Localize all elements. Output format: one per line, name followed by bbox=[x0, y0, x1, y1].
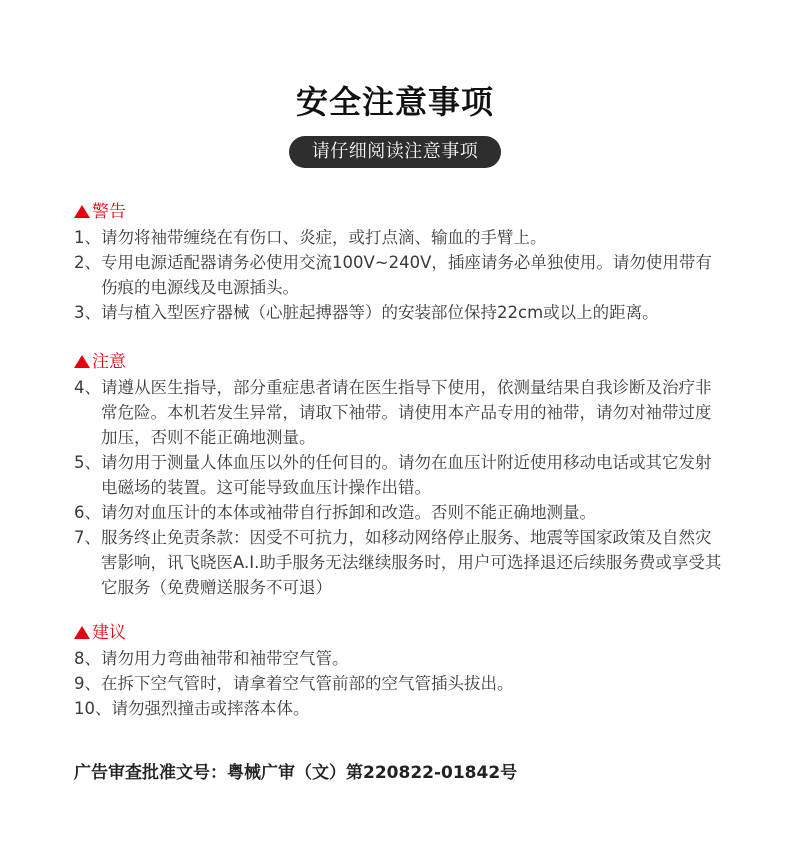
list-item bbox=[74, 525, 724, 600]
item-number: 6、 bbox=[74, 503, 101, 522]
subtitle-badge: 请仔细阅读注意事项 bbox=[289, 136, 501, 168]
ad-approval-number: 广告审查批准文号：粤械广审（文）第220822-01842号 bbox=[74, 763, 518, 783]
list-item bbox=[74, 250, 724, 300]
item-number: 10、 bbox=[74, 699, 112, 718]
item-number: 9、 bbox=[74, 674, 101, 693]
item-text: 服务终止免责条款：因受不可抗力，如移动网络停止服务、地震等国家政策及自然灾害影响，讯飞晓医A.I.助手服务无法继续服务时，用户可选择退还后续服务费或享受其它服务（免费赠送服务不可退） bbox=[101, 528, 722, 597]
caution-triangle-icon bbox=[74, 355, 90, 368]
caution-heading-label: 注意 bbox=[92, 352, 126, 372]
suggestion-heading bbox=[74, 621, 724, 646]
warning-heading-label: 警告 bbox=[92, 202, 126, 222]
item-number: 5、 bbox=[74, 453, 101, 472]
item-text: 请勿用力弯曲袖带和袖带空气管。 bbox=[101, 649, 349, 668]
warning-heading bbox=[74, 200, 724, 225]
caution-section bbox=[74, 350, 724, 600]
list-item bbox=[74, 225, 724, 250]
suggestion-heading-label: 建议 bbox=[92, 623, 126, 643]
warning-section bbox=[74, 200, 724, 325]
item-number: 7、 bbox=[74, 528, 101, 547]
page-title: 安全注意事项 bbox=[295, 83, 494, 121]
warning-triangle-icon bbox=[74, 205, 90, 218]
item-text: 请勿对血压计的本体或袖带自行拆卸和改造。否则不能正确地测量。 bbox=[101, 503, 596, 522]
list-item bbox=[74, 300, 724, 325]
item-number: 2、 bbox=[74, 253, 101, 272]
caution-heading bbox=[74, 350, 724, 375]
list-item bbox=[74, 696, 724, 721]
list-item bbox=[74, 671, 724, 696]
item-text: 请勿强烈撞击或摔落本体。 bbox=[111, 699, 310, 718]
item-number: 1、 bbox=[74, 228, 101, 247]
list-item bbox=[74, 500, 724, 525]
list-item bbox=[74, 450, 724, 500]
item-number: 8、 bbox=[74, 649, 101, 668]
item-text: 请勿用于测量人体血压以外的任何目的。请勿在血压计附近使用移动电话或其它发射电磁场的装置。这可能导致血压计操作出错。 bbox=[101, 453, 712, 497]
item-text: 请勿将袖带缠绕在有伤口、炎症，或打点滴、输血的手臂上。 bbox=[101, 228, 547, 247]
suggestion-triangle-icon bbox=[74, 626, 90, 639]
list-item bbox=[74, 646, 724, 671]
item-text: 请遵从医生指导，部分重症患者请在医生指导下使用，依测量结果自我诊断及治疗非常危险。本机若发生异常，请取下袖带。请使用本产品专用的袖带，请勿对袖带过度加压，否则不能正确地测量。 bbox=[101, 378, 712, 447]
suggestion-section bbox=[74, 621, 724, 721]
item-text: 专用电源适配器请务必使用交流100V~240V，插座请务必单独使用。请勿使用带有伤痕的电源线及电源插头。 bbox=[101, 253, 712, 297]
item-text: 请与植入型医疗器械（心脏起搏器等）的安装部位保持22cm或以上的距离。 bbox=[101, 303, 659, 322]
item-number: 3、 bbox=[74, 303, 101, 322]
item-text: 在拆下空气管时，请拿着空气管前部的空气管插头拔出。 bbox=[101, 674, 514, 693]
list-item bbox=[74, 375, 724, 450]
item-number: 4、 bbox=[74, 378, 101, 397]
